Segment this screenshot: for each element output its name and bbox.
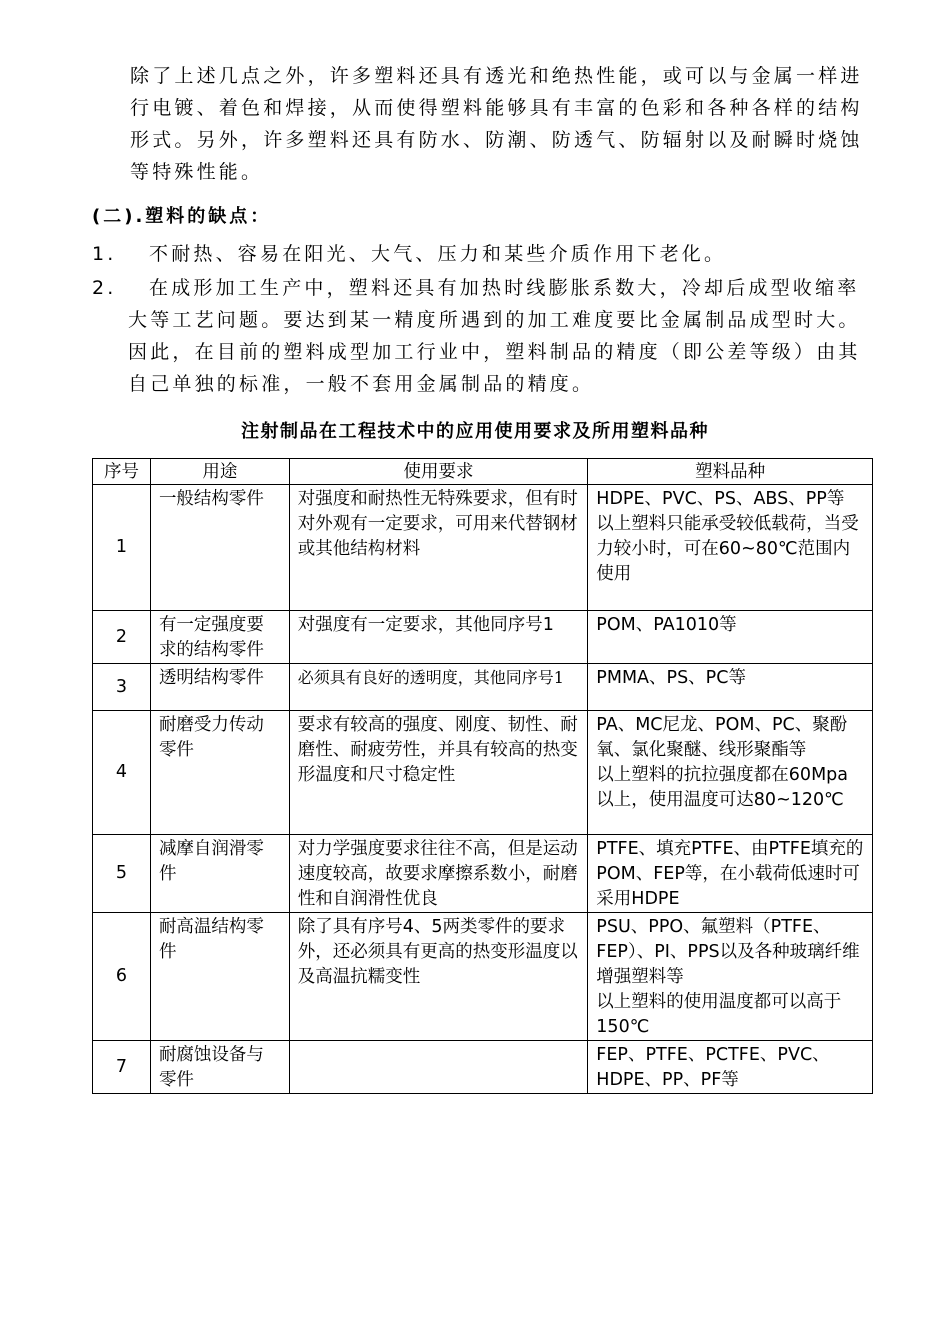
plastics-line: PMMA、PS、PC等 [596,668,746,688]
header-use: 用途 [150,459,289,485]
header-requirement: 使用要求 [289,459,588,485]
cell-requirement: 要求有较高的强度、刚度、韧性、耐磨性、耐疲劳性，并具有较高的热变形温度和尺寸稳定性 [289,711,588,835]
cell-no: 2 [93,611,151,664]
table-row [93,913,873,1041]
cell-requirement: 对力学强度要求往往不高，但是运动速度较高，故要求摩擦系数小，耐磨性和自润滑性优良 [289,835,588,913]
intro-line: 除了上述几点之外，许多塑料还具有透光和绝热性能，或可以与金属一样进 [130,65,863,87]
cell-plastics [588,1041,873,1094]
item-number: 1. [92,243,117,265]
item-text: 不耐热、容易在阳光、大气、压力和某些介质作用下老化。 [149,243,727,265]
cell-plastics [588,485,873,611]
intro-paragraph [130,60,868,188]
plastics-note: 以上塑料的抗拉强度都在60Mpa以上，使用温度可达80~120℃ [596,765,848,810]
table-title: 注射制品在工程技术中的应用使用要求及所用塑料品种 [241,421,709,442]
plastics-line: PTFE、填充PTFE、由PTFE填充的POM、FEP等，在小载荷低速时可采用HDPE [596,839,864,909]
cell-requirement: 除了具有序号4、5两类零件的要求外，还必须具有更高的热变形温度以及高温抗糯变性 [289,913,588,1041]
plastics-note: 以上塑料的使用温度都可以高于150℃ [596,992,842,1037]
intro-line: 行电镀、着色和焊接，从而使得塑料能够具有丰富的色彩和各种各样的结构 [130,97,863,119]
item-text: 因此，在目前的塑料成型加工行业中，塑料制品的精度（即公差等级）由其 [128,341,861,363]
item-text: 自己单独的标准，一般不套用金属制品的精度。 [128,373,595,395]
table-header-row [93,459,873,485]
cell-requirement: 必须具有良好的透明度，其他同序号1 [289,664,588,711]
plastics-application-table [92,458,873,1094]
plastics-note: 以上塑料只能承受较低载荷，当受力较小时，可在60~80℃范围内使用 [596,514,859,584]
cell-plastics [588,611,873,664]
plastics-line: PA、MC尼龙、POM、PC、聚酚氧、氯化聚醚、线形聚酯等 [596,715,848,760]
header-no: 序号 [93,459,151,485]
cell-no: 7 [93,1041,151,1094]
cell-plastics [588,711,873,835]
plastics-line: PSU、PPO、氟塑料（PTFE、FEP）、PI、PPS以及各种玻璃纤维增强塑料等 [596,917,860,987]
cell-no: 1 [93,485,151,611]
item-text: 在成形加工生产中，塑料还具有加热时线膨胀系数大，冷却后成型收缩率 [149,277,860,299]
cell-use: 耐高温结构零件 [150,913,289,1041]
item-number: 2. [92,277,117,299]
plastics-line: FEP、PTFE、PCTFE、PVC、HDPE、PP、PF等 [596,1045,830,1090]
cell-requirement: 对强度有一定要求，其他同序号1 [289,611,588,664]
item-text: 大等工艺问题。要达到某一精度所遇到的加工难度要比金属制品成型时大。 [128,309,861,331]
cell-use: 耐磨受力传动零件 [150,711,289,835]
cell-use: 有一定强度要求的结构零件 [150,611,289,664]
section-title: (二).塑料的缺点： [92,206,272,227]
table-row [93,664,873,711]
table-row [93,711,873,835]
cell-requirement: 对强度和耐热性无特殊要求，但有时对外观有一定要求，可用来代替钢材或其他结构材料 [289,485,588,611]
intro-line: 形式。另外，许多塑料还具有防水、防潮、防透气、防辐射以及耐瞬时烧蚀 [130,129,863,151]
cell-no: 4 [93,711,151,835]
intro-line: 等特殊性能。 [130,161,264,183]
cell-no: 3 [93,664,151,711]
plastics-line: HDPE、PVC、PS、ABS、PP等 [596,489,845,509]
cell-use: 减摩自润滑零件 [150,835,289,913]
plastics-line: POM、PA1010等 [596,615,737,635]
table-row [93,611,873,664]
table-row [93,485,873,611]
cell-plastics [588,664,873,711]
cell-plastics [588,913,873,1041]
table-row [93,835,873,913]
table-row [93,1041,873,1094]
header-plastics: 塑料品种 [588,459,873,485]
cell-use: 透明结构零件 [150,664,289,711]
cell-no: 5 [93,835,151,913]
cell-plastics [588,835,873,913]
cell-requirement [289,1041,588,1094]
cell-use: 耐腐蚀设备与零件 [150,1041,289,1094]
cell-no: 6 [93,913,151,1041]
cell-use: 一般结构零件 [150,485,289,611]
